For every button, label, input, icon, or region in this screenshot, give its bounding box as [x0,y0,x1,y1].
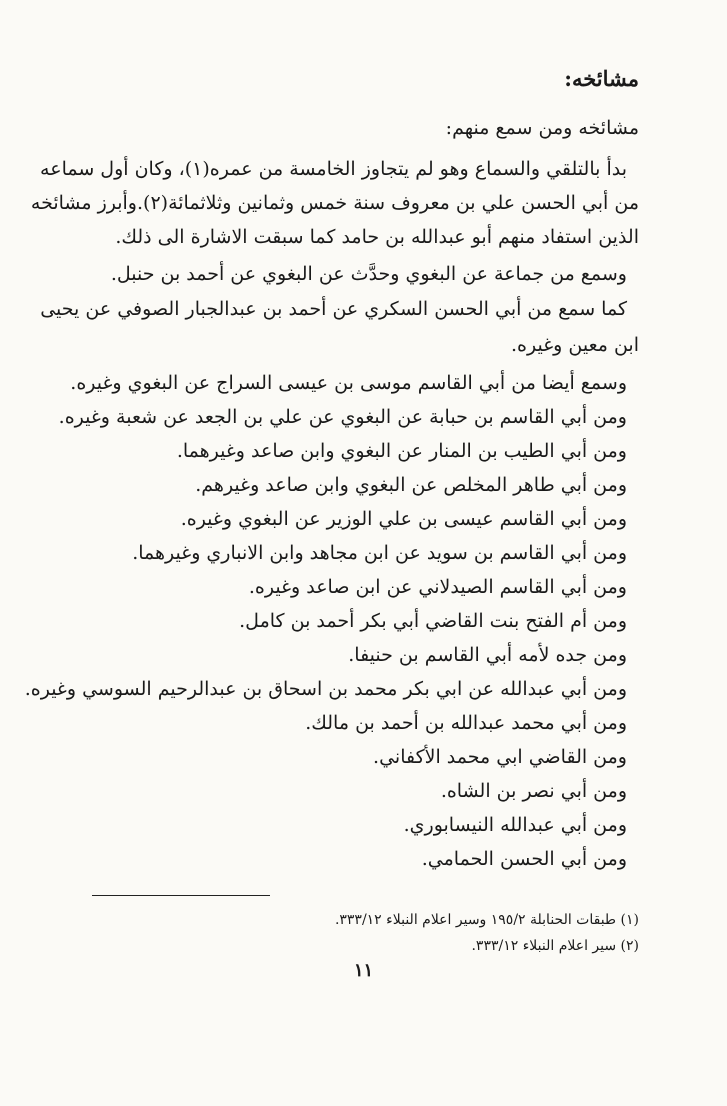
list-item: وسمع أيضا من أبي القاسم موسى بن عيسى السراج عن البغوي وغيره. [70,372,627,394]
footnote-2: (٢) سير اعلام النبلاء ٣٣٣/١٢. [471,938,639,954]
paragraph3-line-1: كما سمع من أبي الحسن السكري عن أحمد بن عبدالجبار الصوفي عن يحيى [40,298,627,320]
paragraph3-line-2: ابن معين وغيره. [511,334,639,356]
list-item: ومن أبي القاسم الصيدلاني عن ابن صاعد وغيره. [248,576,627,598]
list-item: ومن أبي القاسم عيسى بن علي الوزير عن البغوي وغيره. [180,508,627,530]
list-item: ومن أبي عبدالله عن ابي بكر محمد بن اسحاق بن عبدالرحيم السوسي وغيره. [24,678,627,700]
list-item: ومن أبي القاسم بن سويد عن ابن مجاهد وابن الانباري وغيرهما. [132,542,627,564]
list-item: ومن أبي الحسن الحمامي. [421,848,627,870]
list-item: ومن أبي الطيب بن المنار عن البغوي وابن صاعد وغيرهما. [176,440,627,462]
list-item: ومن أبي طاهر المخلص عن البغوي وابن صاعد وغيرهم. [195,474,627,496]
page-number: ١١ [353,960,374,981]
paragraph1-line-3: الذين استفاد منهم أبو عبدالله بن حامد كما سبقت الاشارة الى ذلك. [115,226,639,248]
list-item: ومن أم الفتح بنت القاضي أبي بكر أحمد بن كامل. [239,610,627,632]
list-item: ومن جده لأمه أبي القاسم بن حنيفا. [348,644,627,666]
list-item: ومن أبي القاسم بن حبابة عن البغوي عن علي بن الجعد عن شعبة وغيره. [58,406,627,428]
paragraph1-line-2: من أبي الحسن علي بن معروف سنة خمس وثمانين وثلاثمائة(٢).وأبرز مشائخه [30,192,639,214]
section-heading: مشائخه: [564,66,639,91]
paragraph2: وسمع من جماعة عن البغوي وحدَّث عن البغوي عن أحمد بن حنبل. [110,263,627,285]
list-item: ومن أبي محمد عبدالله بن أحمد بن مالك. [305,712,627,734]
footnote-1: (١) طبقات الحنابلة ١٩٥/٢ وسير اعلام النبلاء ٣٣٣/١٢. [334,912,639,928]
list-item: ومن القاضي ابي محمد الأكفاني. [373,746,627,768]
paragraph1-line-1: بدأ بالتلقي والسماع وهو لم يتجاوز الخامسة من عمره(١)، وكان أول سماعه [40,158,627,180]
list-item: ومن أبي عبدالله النيسابوري. [403,814,627,836]
intro-line: مشائخه ومن سمع منهم: [445,117,639,139]
list-item: ومن أبي نصر بن الشاه. [440,780,627,802]
footnote-divider [92,895,270,896]
